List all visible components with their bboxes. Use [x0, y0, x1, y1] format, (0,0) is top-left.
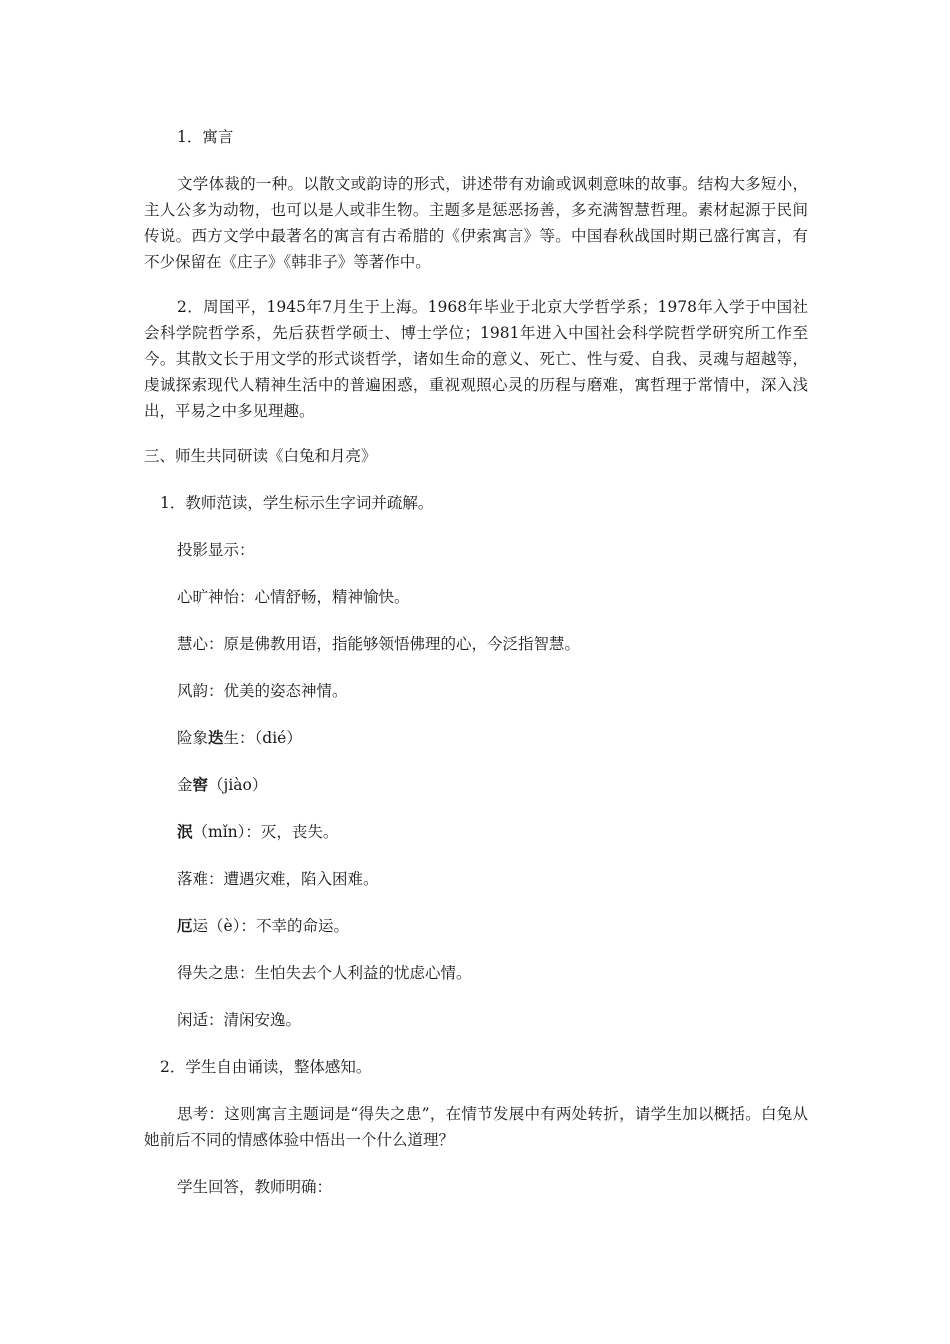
vocab-text: 落难：遭遇灾难，陷入困难。	[177, 870, 379, 888]
vocab-item	[177, 913, 349, 939]
vocab-item	[177, 1007, 301, 1033]
part3-heading: 三、师生共同研读《白兔和月亮》	[144, 447, 377, 465]
vocab-text: 运（è）：不幸的命运。	[192, 917, 349, 935]
vocab-item	[177, 678, 348, 704]
vocab-item	[177, 866, 379, 892]
answer-lead: 学生回答，教师明确：	[177, 1178, 333, 1196]
vocab-text: 慧心：原是佛教用语，指能够领悟佛理的心，今泛指智慧。	[177, 635, 581, 653]
vocab-bold-char: 厄	[177, 916, 193, 935]
step1-heading: 1．教师范读，学生标示生字词并疏解。	[160, 494, 434, 512]
vocab-bold-char: 迭	[208, 728, 224, 747]
vocab-tail: （jiào）	[208, 776, 268, 794]
step2-heading: 2．学生自由诵读，整体感知。	[160, 1058, 372, 1076]
vocab-item	[177, 725, 302, 751]
vocab-bold-char: 窖	[192, 775, 209, 794]
vocab-item	[177, 772, 267, 798]
vocab-item	[177, 584, 410, 610]
vocab-item	[177, 819, 338, 845]
vocab-text: 金	[177, 776, 193, 794]
vocab-bold-char: 泯	[177, 822, 193, 841]
vocab-tail: 生：（dié）	[223, 729, 302, 747]
vocab-text: 风韵：优美的姿态神情。	[177, 682, 348, 700]
author-bio-paragraph: 2．周国平，1945年7月生于上海。1968年毕业于北京大学哲学系；1978年入学于中国社会科学院哲学系，先后获哲学硕士、博士学位；1981年进入中国社会科学院哲学研究所工作至今。其散文长于用文学的形式谈哲学，诸如生命的意义、死亡、性与爱、自我、灵魂与超越等，虔诚探索现代人精神生活中的普遍困惑，重视观照心灵的历程与磨难，寓哲理于常情中，深入浅出，平易之中多见理趣。	[144, 298, 808, 420]
vocab-text: 险象	[177, 729, 209, 747]
vocab-text: 心旷神怡：心情舒畅，精神愉快。	[177, 588, 410, 606]
vocab-item	[177, 960, 472, 986]
vocab-text: 得失之患：生怕失去个人利益的忧虑心情。	[177, 964, 472, 982]
projection-label: 投影显示：	[177, 541, 255, 559]
fable-definition-paragraph: 文学体裁的一种。以散文或韵诗的形式，讲述带有劝谕或讽刺意味的故事。结构大多短小，主人公多为动物，也可以是人或非生物。主题多是惩恶扬善，多充满智慧哲理。素材起源于民间传说。西方文学中最著名的寓言有古希腊的《伊索寓言》等。中国春秋战国时期已盛行寓言，有不少保留在《庄子》《韩非子》等著作中。	[144, 175, 808, 271]
vocab-text: 闲适：清闲安逸。	[177, 1011, 302, 1029]
vocab-text: （mǐn）：灭，丧失。	[192, 823, 339, 841]
vocab-item	[177, 631, 580, 657]
question-paragraph: 思考：这则寓言主题词是“得失之患”，在情节发展中有两处转折，请学生加以概括。白兔从她前后不同的情感体验中悟出一个什么道理？	[144, 1105, 808, 1149]
fable-heading: 1．寓言	[177, 128, 234, 146]
